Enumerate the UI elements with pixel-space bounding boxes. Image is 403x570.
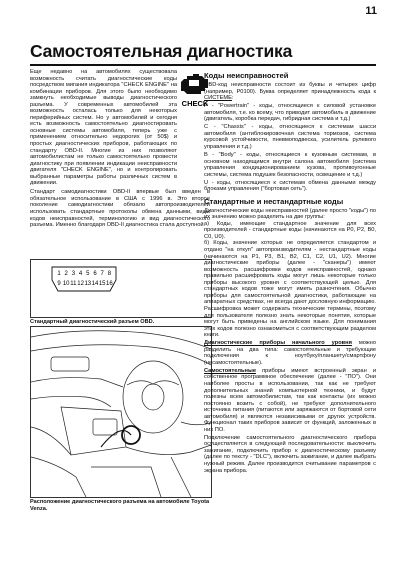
check-label: CHECK xyxy=(181,99,209,108)
std-codes-text: Диагностические коды неисправностей (далее просто "коды") по их значению можно разделить на две группы: а) Коды, имеющие стандартное значение для всех производителей - стандартные коды (начинаются на P0, P2, B0, C0, U0). б) Коды, значение которых не определяется стандартом и отдано "на откуп" автопроизводителям - нестандартные коды (начинаются на P1, P3, B1, B2, C1, C2, U1, U2). Многие диагностические приборы (далее - "сканеры") имеют возможность расшифровки кодов неисправностей, однако правильно расшифровать коды могут лишь некоторые только приборы высокого уровня с соответствующей целью. Для стандартных кодов тоже могут иметь разночтения. Обычно приборы для самостоятельной диагностики, работающие на аппаратных средствах, не всегда дают дословную информацию. Расшифровка может содержать технические термины, поэтому для пользователя полезно знать некоторые понятия, которые могут быть приведены на английском языке. Для понимания этих кодов полезно ознакомиться с соответствующим разделом книги. xyxy=(204,207,376,339)
diag-text: можно разделить на два типа: самостоятельные и требующие подключения к ноутбуку/планшету/смартфону (несамостоятельные). xyxy=(204,340,376,366)
codes-intro-text: OBD-код неисправности состоит из буквы и четырех цифр (например, P0100). Буква определяет принадлежность кода к xyxy=(204,82,376,95)
pin-number: 12 xyxy=(77,281,84,287)
dashboard-drawing xyxy=(31,327,211,497)
figure2-caption: Расположение диагностического разъема на автомобиле Toyota Venza. xyxy=(30,499,210,512)
code-type-p: P - "Powertrain" - коды, относящиеся к силовой установке автомобиля, т.е. ко всему, что приводит автомобиль в движение (двигатель, коробка передач, гибридная система и т.д.) xyxy=(204,103,376,123)
page-title: Самостоятельная диагностика xyxy=(30,41,293,61)
dashboard-figure xyxy=(30,326,212,498)
pin-number: 11 xyxy=(70,281,77,287)
pin-number: 5 xyxy=(86,271,90,277)
codes-heading: Коды неисправностей xyxy=(204,71,289,80)
std-codes-heading: Стандартные и нестандартные коды xyxy=(204,196,344,206)
connection-paragraph: Подключение самостоятельного диагностического прибора осуществляется в следующей последовательности: выключить зажигание, подключить прибор к диагностическому разъему (далее по тексту - "DLC"), включить зажигание, и далее выбрать нужный режим. Далее производится считывание параметров с экрана прибора. xyxy=(204,434,376,474)
self-label: Самостоятельные xyxy=(204,367,256,374)
intro-paragraph: Еще недавно на автомобилях существовала возможность считать диагностические коды посредством мигания индикатора "CHECK ENGINE" на комбинации приборов. Для этого было необходимо замкнуть необходимые выводы диагностического разъема. У современных автомобилей эта возможность осталась только для некоторых периферийных систем. Но у автомобилей и сегодня есть возможность самостоятельно диагностировать основные системы автомобиля, теперь уже с применением относительно недорогих (от 50$) и простых диагностических приборов, работающих по стандарту OBD-II. Многие из них позволяют автомобилистам не только самостоятельно провести диагностику при появлении индикации неисправности двигателя "CHECK ENGINE", но и контролировать выбранные параметры работы различных систем в движении. xyxy=(30,69,177,187)
pin-number: 3 xyxy=(71,271,76,277)
code-type-u: U - коды, относящиеся к системам обмена данными между блоками управления ("бортовая сеть"). xyxy=(204,179,376,193)
code-type-c: C - "Chassis" - коды, относящиеся к системам шасси автомобиля (антиблокировочная система тормозов, система курсовой устойчивости, пневмоподвеска, усилитель рулевого управления и т.д.) xyxy=(204,124,376,150)
pin-number: 4 xyxy=(78,271,83,277)
pin-number: 1 xyxy=(57,271,61,277)
pin-number: 7 xyxy=(100,271,104,277)
obd-paragraph: Стандарт самодиагностики OBD-II впервые был введен в обязательное использование в США с 1996 в. Это второе поколение самодиагностики обязало автопроизводителей использовать стандартные протоколы обмена данными, виды кодов неисправностей, терминологию и вид диагностического разъема. Именно благодаря OBD-II диагностика стала доступной. xyxy=(30,189,210,229)
diag-paragraph xyxy=(204,340,376,366)
intro-block xyxy=(30,69,210,188)
codes-intro xyxy=(204,82,376,102)
self-paragraph xyxy=(204,368,376,433)
pin-number: 13 xyxy=(84,281,92,287)
right-column xyxy=(204,71,376,476)
title-rule xyxy=(30,64,376,66)
pin-number: 10 xyxy=(62,281,70,287)
pin-number: 2 xyxy=(64,271,68,277)
obd-connector-diagram xyxy=(50,266,118,292)
pin-number: 16 xyxy=(106,281,113,287)
diag-label: Диагностические приборы начального уровня xyxy=(204,340,352,347)
left-column xyxy=(30,69,210,230)
pin-number: 9 xyxy=(57,281,61,287)
codes-intro-colon: : xyxy=(231,95,234,102)
figure1-caption: Стандартный диагностический разъем OBD. xyxy=(30,319,155,325)
pin-number: 14 xyxy=(91,281,99,287)
pin-number: 15 xyxy=(98,281,106,287)
pin-number: 8 xyxy=(107,271,112,277)
codes-intro-system: СИСТЕМЕ xyxy=(204,95,232,102)
self-text: приборы имеют встроенный экран и собственное программное обеспечение (далее - "ПО"). Они наиболее просты в использовании, так как не требуют дополнительных знаний компьютерной техники, и будут полезны всем автомобилистам, так как контакты (их можно постоянно возить с собой), не требуют дополнительного источника питания (питаются или заряжаются от бортовой сети автомобиля) и являются независимыми от других устройств. Функционал таких приборов зависит от функций, заложенных в них ПО. xyxy=(204,367,376,433)
page-number: 11 xyxy=(365,5,377,17)
code-type-b: B - "Body" - коды, относящиеся к кузовным системам, в основном находящимся внутри салона автомобиля (система управления кондиционированием кузова, противоугонные системы, система подушек безопасности, освещение и т.д.) xyxy=(204,151,376,178)
pin-number: 6 xyxy=(93,271,97,277)
